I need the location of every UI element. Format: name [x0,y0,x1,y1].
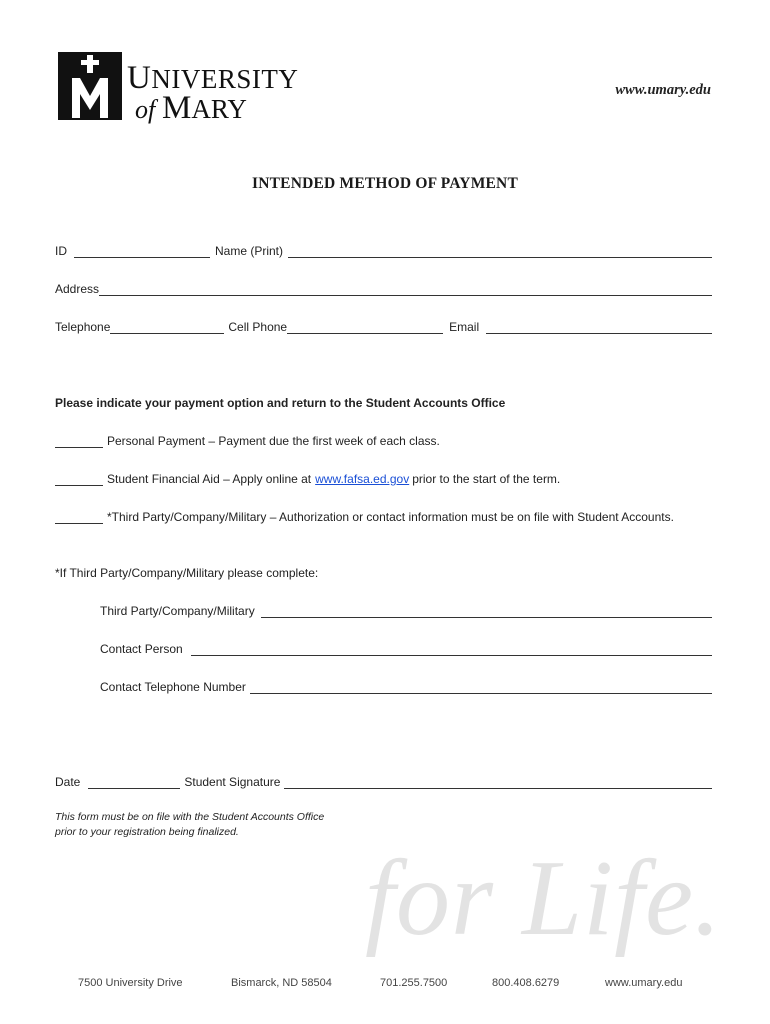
for-life-watermark: for Life. [365,839,723,958]
student-signature-field[interactable] [284,777,712,789]
contact-person-label: Contact Person [100,642,183,656]
footer-city: Bismarck, ND 58504 [231,977,332,989]
name-label: Name (Print) [215,244,284,258]
financial-aid-label-end: prior to the start of the term. [412,472,561,486]
header-website: www.umary.edu [615,82,711,98]
contact-phone-field[interactable] [250,682,712,694]
third-party-company-label: Third Party/Company/Military [100,604,255,618]
payment-instructions: Please indicate your payment option and return to the Student Accounts Office [55,396,506,410]
id-name-row [55,244,712,258]
registration-note-line1: This form must be on file with the Student Accounts Office [55,811,325,823]
contact-person-row [100,642,712,656]
logo-wordmark-university: UNIVERSITY [127,60,299,96]
form-title: INTENDED METHOD OF PAYMENT [252,175,518,192]
registration-note [55,810,324,840]
footer-phone-main: 701.255.7500 [380,977,448,989]
contact-phone-row [100,680,712,694]
email-field[interactable] [486,322,712,334]
option-financial-aid [55,472,560,486]
contact-person-field[interactable] [191,644,712,656]
footer-website: www.umary.edu [605,977,683,989]
telephone-field[interactable] [110,322,224,334]
address-label: Address [55,282,100,296]
third-party-check-line[interactable] [55,512,103,524]
third-party-label: *Third Party/Company/Military – Authorization or contact information must be on file with Student Accounts. [107,510,674,524]
cell-phone-field[interactable] [287,322,443,334]
id-label: ID [55,244,67,258]
id-field[interactable] [74,246,210,258]
personal-payment-check-line[interactable] [55,436,103,448]
phone-row [55,320,712,334]
cell-phone-label: Cell Phone [228,320,288,334]
footer-address: 7500 University Drive [78,977,183,989]
fafsa-link[interactable]: www.fafsa.ed.gov [315,472,410,486]
student-signature-label: Student Signature [184,775,281,789]
telephone-label: Telephone [55,320,111,334]
third-party-company-field[interactable] [261,606,712,618]
signature-row [55,775,712,789]
third-party-company-row [100,604,712,618]
name-field[interactable] [288,246,712,258]
contact-phone-label: Contact Telephone Number [100,680,246,694]
university-logo-mark [58,52,122,120]
registration-note-line2: prior to your registration being finalized. [55,826,239,838]
footer-phone-tollfree: 800.408.6279 [492,977,560,989]
logo-wordmark-mary: of MARY [135,90,247,126]
address-row [55,282,712,296]
option-third-party [55,510,674,524]
option-personal-payment [55,434,440,448]
financial-aid-check-line[interactable] [55,474,103,486]
third-party-heading: *If Third Party/Company/Military please complete: [55,566,319,580]
email-label: Email [449,320,480,334]
address-field[interactable] [99,284,712,296]
personal-payment-label: Personal Payment – Payment due the first week of each class. [107,434,440,448]
financial-aid-label: Student Financial Aid – Apply online at [107,472,312,486]
date-label: Date [55,775,81,789]
date-field[interactable] [88,777,180,789]
